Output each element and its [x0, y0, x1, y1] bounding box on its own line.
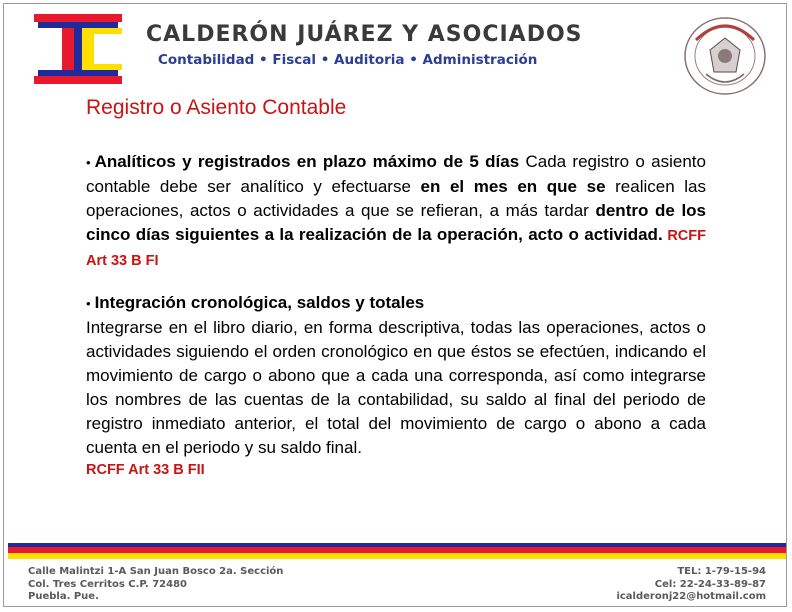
section2-reference: RCFF Art 33 B FII — [86, 462, 205, 478]
section-integracion-heading-line — [86, 291, 706, 316]
company-services: Contabilidad • Fiscal • Auditoria • Administración — [158, 52, 538, 68]
section1-heading: Analíticos y registrados en plazo máximo de 5 días — [94, 152, 520, 171]
footer-contact — [616, 566, 766, 604]
footer-cel: Cel: 22-24-33-89-87 — [654, 578, 766, 590]
cja-logo-icon — [34, 14, 122, 84]
section1-bold-4: dentro de los cinco días siguientes a la realización de la operación, acto o actividad. — [86, 201, 707, 244]
section1-reference: RCFF Art 33 B FI — [86, 228, 706, 269]
section2-text: Integrarse en el libro diario, en forma descriptiva, todas las operaciones, actos o actividades siguiendo el orden cronológico en que éstos se efectúen, indicando el movimiento de cargo o abono que a cada una corresponda, así como integrarse los nombres de las cuentas de la contabilidad, su saldo al final del periodo de registro inmediato anterior, el total del movimiento de cargo o abono a cada cuenta en el periodo y su saldo final. — [86, 318, 706, 457]
footer-tel: TEL: 1-79-15-94 — [677, 566, 766, 577]
address-line-1: Calle Malintzi 1-A San Juan Bosco 2a. Sección — [28, 566, 284, 577]
section1-text-1: Cada registro o asiento contable debe ser analítico y efectuarse — [86, 152, 706, 196]
bullet-icon: • — [86, 155, 91, 170]
benemerita-seal-icon — [676, 10, 774, 98]
section1-bold-2: en el mes en que se — [420, 177, 606, 196]
footer-email: icalderonj22@hotmail.com — [616, 591, 766, 602]
footer-address — [28, 566, 283, 604]
section2-heading: Integración cronológica, saldos y totales — [94, 293, 425, 312]
slide-title: Registro o Asiento Contable — [86, 96, 347, 119]
address-line-3: Puebla. Pue. — [28, 591, 99, 602]
footer-stripes — [8, 543, 786, 559]
section-analiticos — [86, 150, 706, 273]
company-header — [146, 22, 656, 68]
section1-text-3: realicen las operaciones, actos o actividades a que se refieran, a más tardar — [86, 177, 706, 220]
bullet-icon: • — [86, 296, 91, 311]
company-name: CALDERÓN JUÁREZ Y ASOCIADOS — [146, 22, 583, 47]
slide-content — [86, 150, 706, 480]
address-line-2: Col. Tres Cerritos C.P. 72480 — [28, 578, 187, 590]
